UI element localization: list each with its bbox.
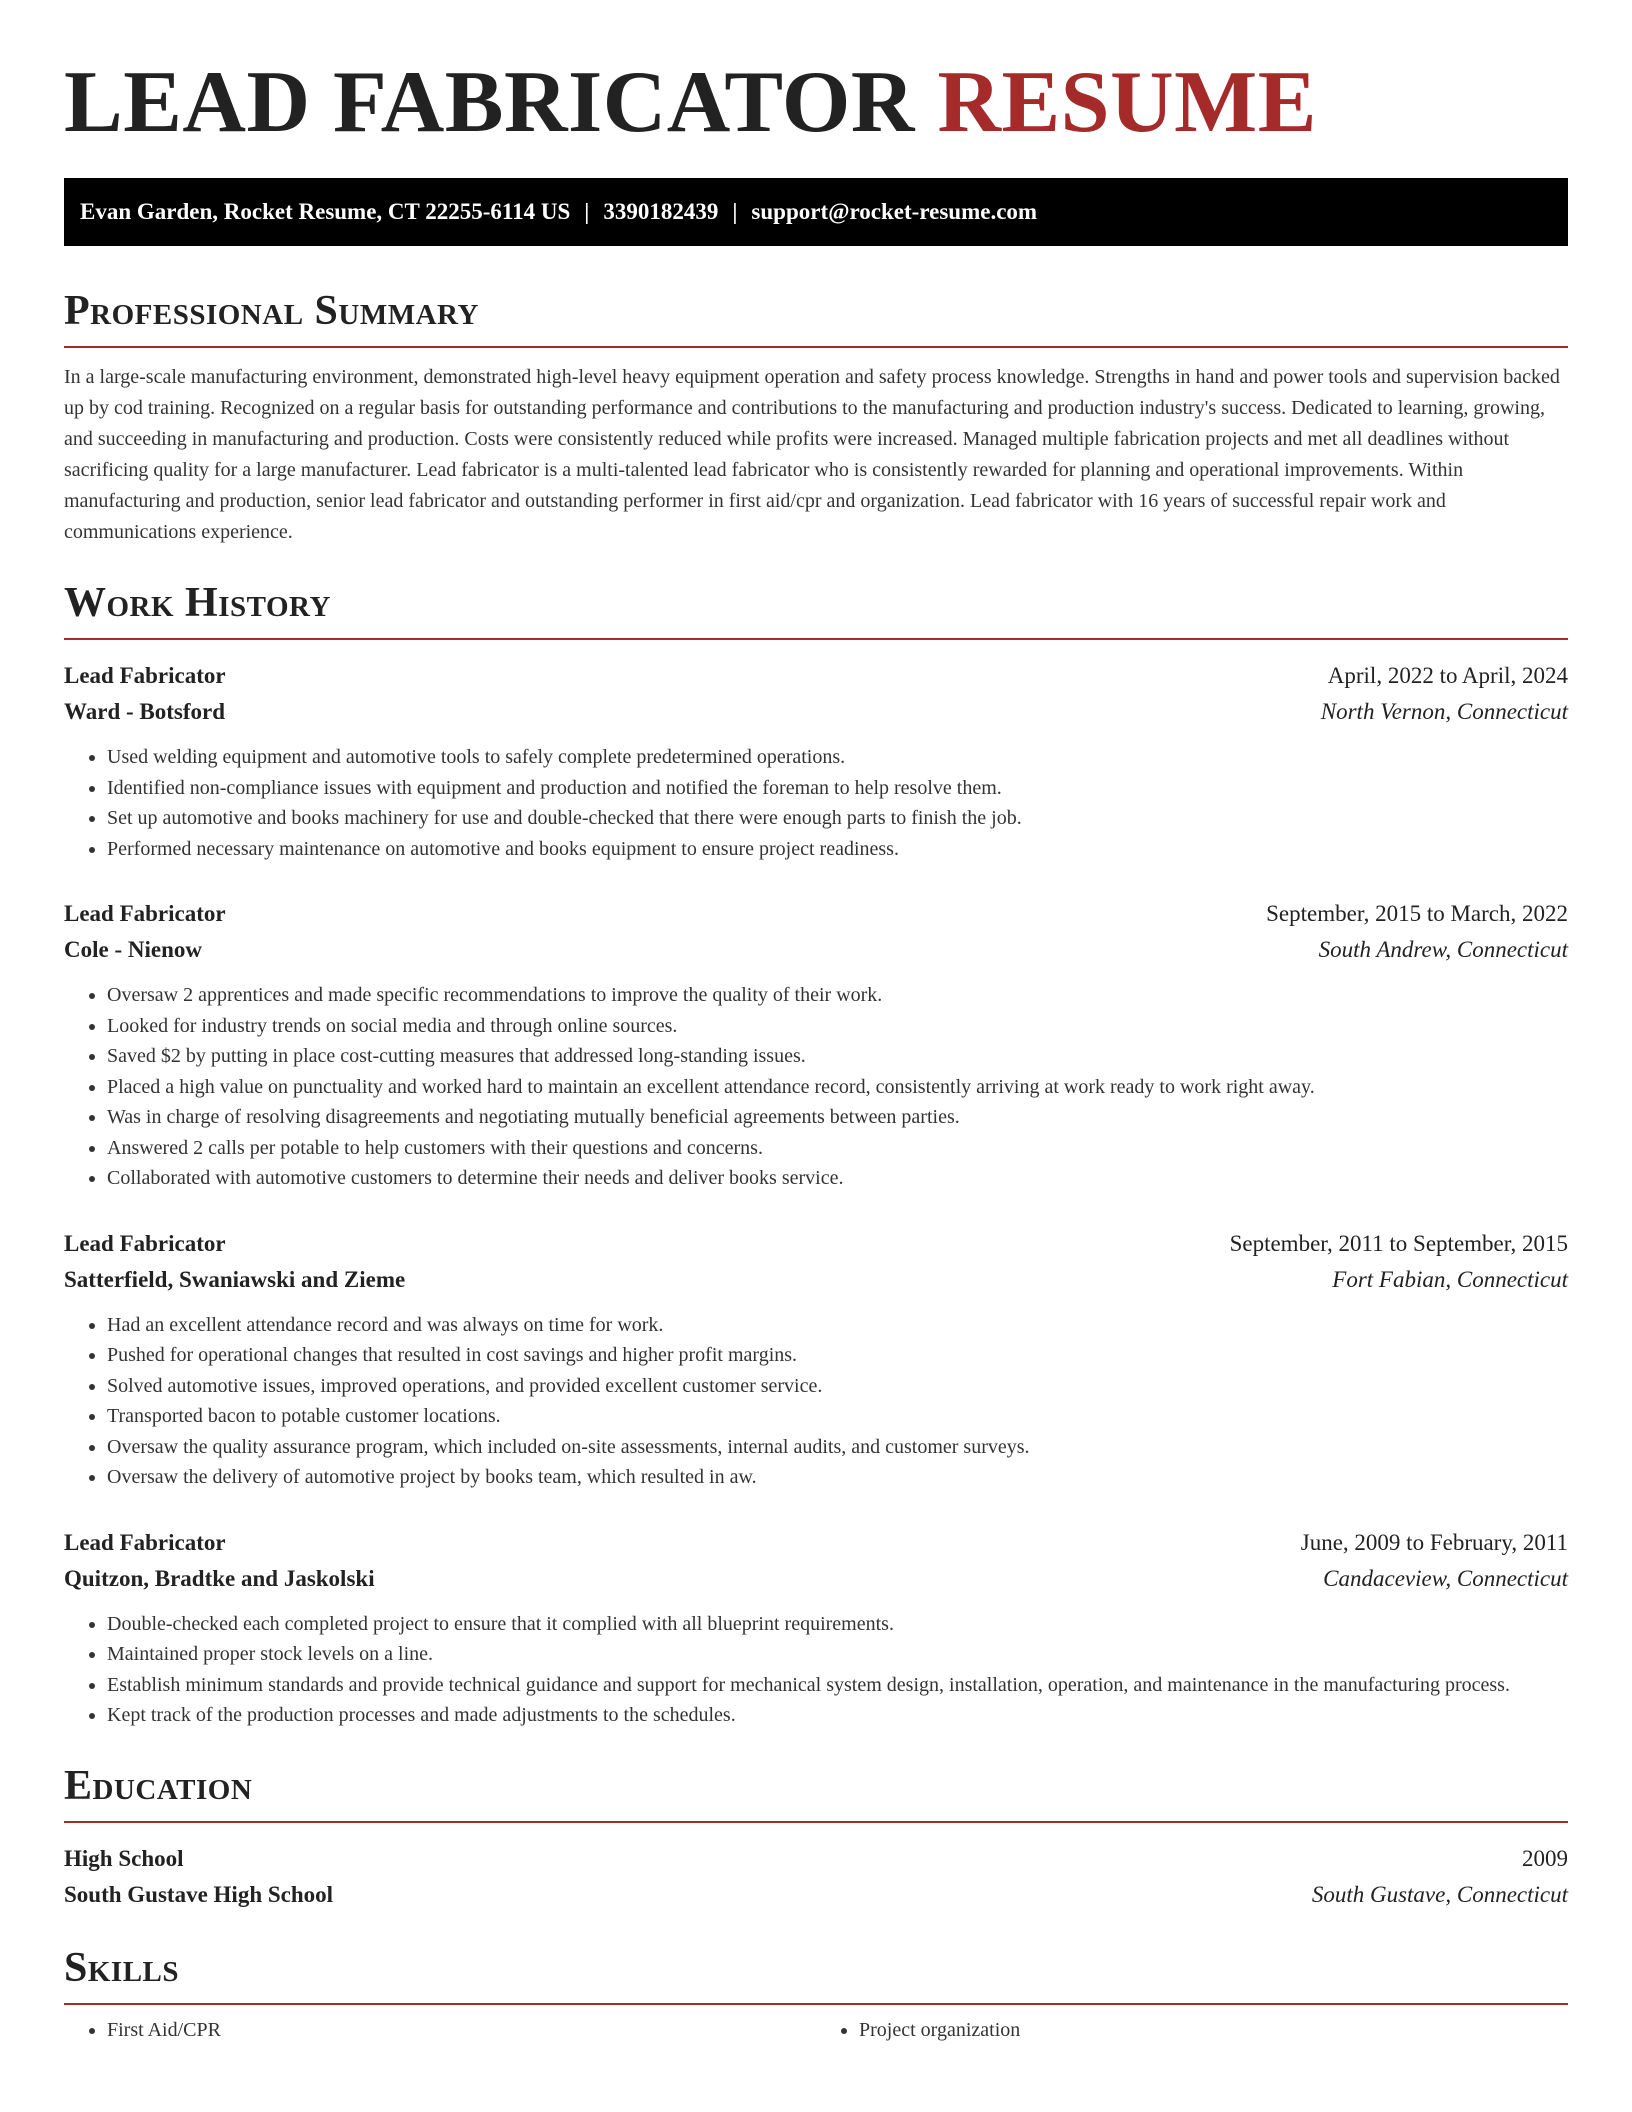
- job-bullet: • Oversaw the delivery of automotive project by books team, which resulted in aw.: [107, 1462, 1568, 1493]
- job-bullet: • Double-checked each completed project to ensure that it complied with all blueprint requirements.: [107, 1609, 1568, 1640]
- job-title: Lead Fabricator: [64, 663, 226, 688]
- job-list: [64, 658, 1568, 1731]
- contact-address: Evan Garden, Rocket Resume, CT 22255-6114 US: [80, 199, 571, 224]
- education-degree: High School: [64, 1845, 184, 1871]
- contact-separator: |: [584, 199, 590, 224]
- summary-text: In a large-scale manufacturing environment, demonstrated high-level heavy equipment operation and safety process knowledge. Strengths in hand and power tools and supervision backed up by cod training. Recognized on a regular basis for outstanding performance and contributions to the manufacturing and production industry's success. Dedicated to learning, growing, and succeeding in manufacturing and production. Costs were consistently reduced while profits were increased. Managed multiple fabrication projects and met all deadlines without sacrificing quality for a large manufacturer. Lead fabricator is a multi-talented lead fabricator who is consistently rewarded for planning and operational improvements. Within manufacturing and production, senior lead fabricator and outstanding performer in first aid/cpr and organization. Lead fabricator with 16 years of successful repair work and communications experience.: [64, 366, 1560, 543]
- skills-list-left: [64, 2015, 816, 2045]
- education-year: 2009: [1522, 1845, 1568, 1871]
- job-row-title: [64, 1525, 1568, 1561]
- job-dates: September, 2015 to March, 2022: [1266, 901, 1568, 926]
- education-row-2: [64, 1877, 1568, 1913]
- job-bullet-list: [64, 742, 1568, 864]
- job-bullet: • Identified non-compliance issues with equipment and production and notified the foreman to help resolve them.: [107, 773, 1568, 804]
- contact-bar: [64, 178, 1568, 246]
- job-company: Satterfield, Swaniawski and Zieme: [64, 1266, 406, 1292]
- job-title: Lead Fabricator: [64, 1529, 226, 1555]
- job-bullet: • Used welding equipment and automotive tools to safely complete predetermined operations.: [107, 742, 1568, 773]
- job-bullet: • Collaborated with automotive customers to determine their needs and deliver books service.: [107, 1163, 1568, 1194]
- job-bullet: • Set up automotive and books machinery for use and double-checked that there were enough parts to finish the job.: [107, 803, 1568, 834]
- job-bullet: • Was in charge of resolving disagreements and negotiating mutually beneficial agreements between parties.: [107, 1102, 1568, 1133]
- job-row-title: [64, 896, 1568, 932]
- job-company: Cole - Nienow: [64, 937, 202, 962]
- job-dates: April, 2022 to April, 2024: [1327, 663, 1568, 688]
- resume-title: [64, 56, 1568, 150]
- summary-section: [64, 286, 1568, 548]
- job-bullet: • Saved $2 by putting in place cost-cutting measures that addressed long-standing issues.: [107, 1041, 1568, 1072]
- contact-phone: 3390182439: [603, 199, 719, 224]
- job-location: North Vernon, Connecticut: [1320, 699, 1568, 724]
- job-location: Candaceview, Connecticut: [1323, 1565, 1568, 1591]
- education-heading: Education: [64, 1761, 1568, 1823]
- job-row-title: [64, 658, 1568, 694]
- job-title: Lead Fabricator: [64, 1230, 226, 1256]
- job-row-company: [64, 932, 1568, 968]
- skills-section: [64, 1943, 1568, 2045]
- education-location: South Gustave, Connecticut: [1311, 1881, 1568, 1907]
- skill-item: • Project organization: [859, 2015, 1568, 2045]
- job-bullet-list: [64, 980, 1568, 1194]
- job-row-company: [64, 1561, 1568, 1597]
- job-bullet: • Establish minimum standards and provide technical guidance and support for mechanical system design, installation, operation, and maintenance in the manufacturing process.: [107, 1670, 1568, 1701]
- job-bullet: • Pushed for operational changes that resulted in cost savings and higher profit margins.: [107, 1340, 1568, 1371]
- job-row-title: [64, 1226, 1568, 1262]
- job-entry: [64, 896, 1568, 1194]
- job-row-company: [64, 694, 1568, 730]
- skill-item: • First Aid/CPR: [107, 2015, 816, 2045]
- job-bullet: • Oversaw 2 apprentices and made specific recommendations to improve the quality of their work.: [107, 980, 1568, 1011]
- skills-heading: Skills: [64, 1943, 1568, 2005]
- job-bullet: • Transported bacon to potable customer locations.: [107, 1401, 1568, 1432]
- summary-heading: Professional Summary: [64, 286, 1568, 348]
- job-bullet: • Solved automotive issues, improved operations, and provided excellent customer service.: [107, 1371, 1568, 1402]
- job-company: Ward - Botsford: [64, 699, 225, 724]
- job-entry: [64, 1525, 1568, 1731]
- work-history-section: [64, 578, 1568, 1731]
- title-main: LEAD FABRICATOR: [64, 54, 915, 151]
- work-history-heading: Work History: [64, 578, 1568, 640]
- job-bullet: • Looked for industry trends on social media and through online sources.: [107, 1011, 1568, 1042]
- education-section: [64, 1761, 1568, 1913]
- job-bullet: • Placed a high value on punctuality and worked hard to maintain an excellent attendance record, consistently arriving at work ready to work right away.: [107, 1072, 1568, 1103]
- job-location: Fort Fabian, Connecticut: [1332, 1266, 1568, 1292]
- job-bullet: • Performed necessary maintenance on automotive and books equipment to ensure project readiness.: [107, 834, 1568, 865]
- skills-grid: [64, 2015, 1568, 2045]
- job-bullet: • Maintained proper stock levels on a line.: [107, 1639, 1568, 1670]
- job-company: Quitzon, Bradtke and Jaskolski: [64, 1565, 375, 1591]
- job-location: South Andrew, Connecticut: [1318, 937, 1568, 962]
- contact-email: support@rocket-resume.com: [751, 199, 1038, 224]
- job-row-company: [64, 1262, 1568, 1298]
- job-entry: [64, 1226, 1568, 1493]
- job-entry: [64, 658, 1568, 864]
- job-bullet: • Had an excellent attendance record and was always on time for work.: [107, 1310, 1568, 1341]
- job-bullet: • Answered 2 calls per potable to help customers with their questions and concerns.: [107, 1133, 1568, 1164]
- job-dates: June, 2009 to February, 2011: [1300, 1529, 1568, 1555]
- contact-separator: |: [732, 199, 738, 224]
- job-bullet: • Kept track of the production processes and made adjustments to the schedules.: [107, 1700, 1568, 1731]
- job-title: Lead Fabricator: [64, 901, 226, 926]
- education-entry: [64, 1841, 1568, 1913]
- skills-list-right: [816, 2015, 1568, 2045]
- job-bullet-list: [64, 1310, 1568, 1493]
- job-bullet: • Oversaw the quality assurance program, which included on-site assessments, internal audits, and customer surveys.: [107, 1432, 1568, 1463]
- job-bullet-list: [64, 1609, 1568, 1731]
- job-dates: September, 2011 to September, 2015: [1229, 1230, 1568, 1256]
- education-school: South Gustave High School: [64, 1881, 334, 1907]
- title-accent: RESUME: [937, 54, 1317, 151]
- education-row-1: [64, 1841, 1568, 1877]
